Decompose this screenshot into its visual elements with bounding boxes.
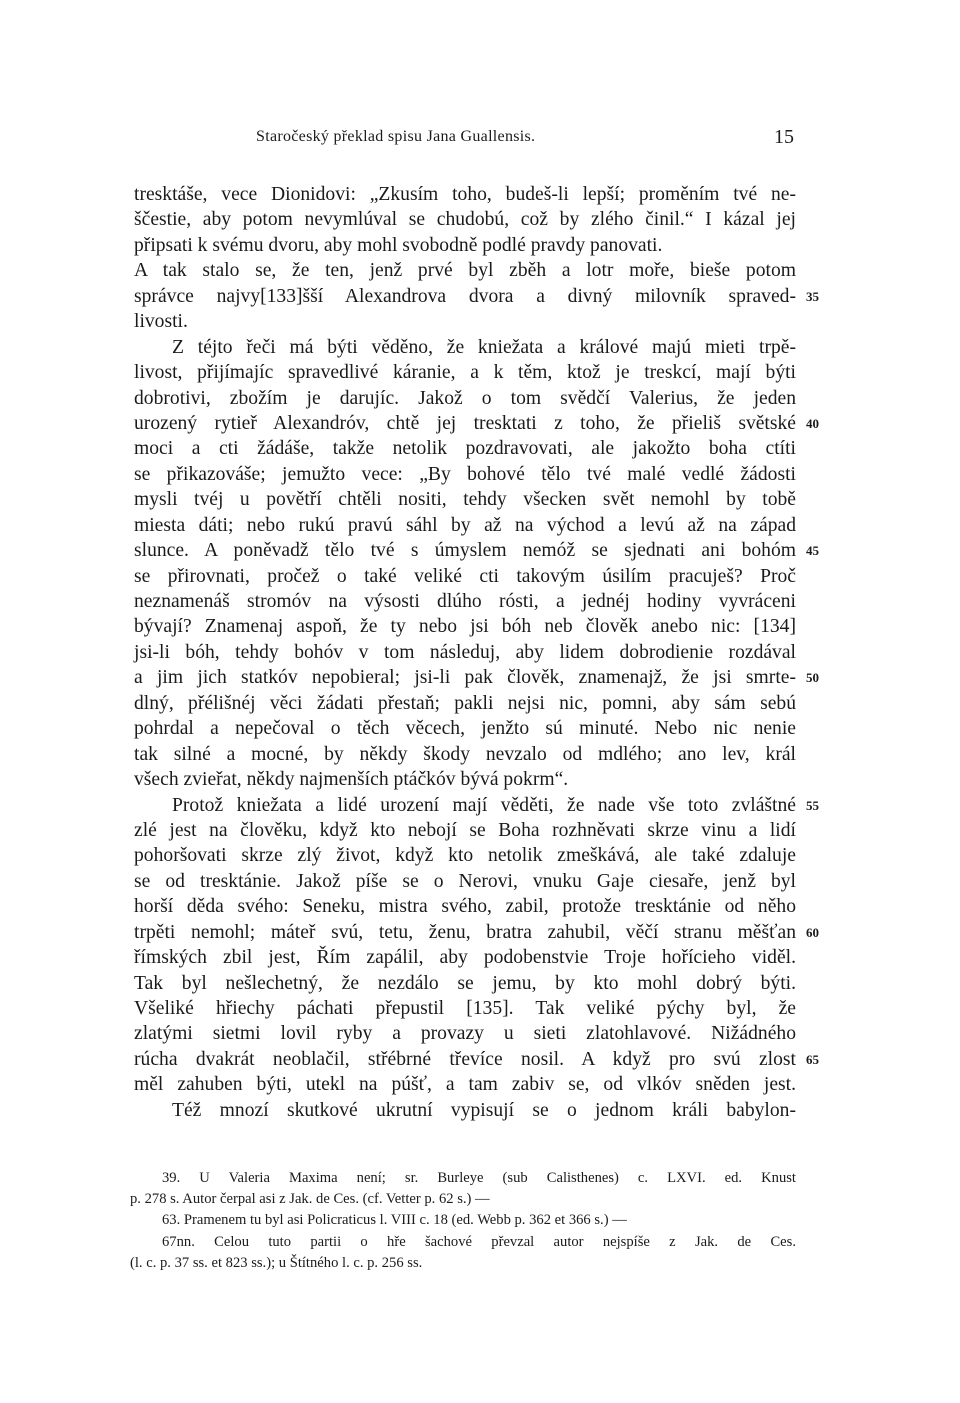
text-line: se přikazováše; jemužto vece: „By bohové tělo tvé malé vedlé žádosti (134, 463, 796, 485)
main-text (134, 182, 819, 1123)
footnote-line: (l. c. p. 37 ss. et 823 ss.); u Štítného l. c. p. 256 ss. (130, 1254, 423, 1271)
line-number: 65 (806, 1051, 819, 1067)
text-line: zlé jest na člověku, když kto nebojí se Boha rozhněvati skrze vinu a lidí (134, 819, 796, 841)
text-line: jsi-li bóh, tehdy bohóv v tom následuj, aby lidem dobrodienie rozdával (134, 641, 796, 663)
footnotes (130, 1168, 796, 1274)
text-line: a jim jich statkóv nepobieral; jsi-li pak člověk, znamenajž, že jsi smrte- 50 (134, 665, 796, 690)
text-line: se přirovnati, pročež o také veliké cti takovým úsilím pracuješ? Proč (134, 565, 796, 587)
text-line: tak silné a mocné, by někdy škody nevzalo od mdlého; ano lev, král (134, 743, 796, 765)
text-line: ščestie, aby potom nevymlúval se chudobú, což by zlého činil.“ I kázal jej (134, 209, 796, 231)
text-line: trpěti nemohl; máteř svú, tetu, ženu, bratra zahubil, věčí stranu měšťan 60 (134, 920, 796, 945)
line-number: 40 (806, 415, 819, 431)
text-line: dobrotivi, zbožím je darujíc. Jakož o tom svědčí Valerius, že jeden (134, 387, 796, 409)
text-line: Z téjto řeči má býti věděno, že kniežata a králové majú mieti trpě- (172, 336, 796, 358)
text-line: A tak stalo se, že ten, jenž prvé byl zběh a lotr moře, bieše potom (134, 260, 796, 282)
text-line: mysli tvéj u povětří chtěli nositi, tehdy všecken svět nemohl by tobě (134, 489, 796, 511)
footnote-line: 67nn. Celou tuto partii o hře šachové převzal autor nejspíše z Jak. de Ces. (162, 1233, 796, 1250)
text-line: římských zbil jest, Řím zapálil, aby podobenstvie Troje hořícieho viděl. (134, 947, 796, 969)
text-line: livosti. (134, 311, 188, 333)
text-line: Tak byl nešlechetný, že nezdálo se jemu, by kto mohl dobrý býti. (134, 972, 796, 994)
line-number: 35 (806, 288, 819, 304)
text-line: Protož kniežata a lidé urození mají věděti, že nade vše toto zvláštné 55 (134, 793, 796, 818)
running-title: Staročeský překlad spisu Jana Guallensis. (256, 128, 536, 145)
text-line: pohoršovati skrze zlý život, když kto netolik zmeškává, ale také zdaluje (134, 845, 796, 867)
footnote-line: p. 278 s. Autor čerpal asi z Jak. de Ces. (cf. Vetter p. 62 s.) — (130, 1191, 490, 1208)
text-line: urozený rytieř Alexandróv, chtě jej tresktati z toho, že přieliš světské 40 (134, 411, 796, 436)
text-line: měl zahuben býti, utekl na púšť, a tam zabiv se, od vlkóv sněden jest. (134, 1074, 796, 1096)
text-line: neznamenáš stromóv na výsosti dlúho rósti, a jednéj hodiny vyvráceni (134, 591, 796, 612)
text-line: pohrdal a nepečoval o těch věcech, jenžto sú minuté. Nebo nic nenie (134, 718, 796, 740)
text-line: miesta dáti; nebo rukú pravú sáhl by až na východ a levú až na západ (134, 514, 796, 536)
footnote-line: 63. Pramenem tu byl asi Policraticus l. VIII c. 18 (ed. Webb p. 362 et 366 s.) — (162, 1212, 627, 1229)
text-line: správce najvy[133]šší Alexandrova dvora a divný milovník spraved- 35 (134, 284, 796, 309)
text-line: bývají? Znamenaj aspoň, že ty nebo jsi bóh neb člověk anebo nic: [134] (134, 616, 796, 638)
line-number: 55 (806, 797, 819, 813)
text-line: moci a cti žádáše, takže netolik pozdravovati, ale jakožto boha ctíti (134, 438, 796, 460)
text-line: tresktáše, vece Dionidovi: „Zkusím toho, budeš-li lepší; proměním tvé ne- (134, 184, 796, 205)
text-line: slunce. A poněvadž tělo tvé s úmyslem nemóž se sjednati ani bohóm 45 (134, 538, 796, 563)
text-line: Též mnozí skutkové ukrutní vypisují se o jednom králi babylon- (172, 1099, 796, 1121)
running-header (0, 128, 960, 154)
text-line: livost, přijímajíc spravedlivé káranie, a k těm, ktož je treskcí, mají býti (134, 362, 796, 384)
text-line: zlatými sietmi lovil ryby a provazy u sieti zlatohlavové. Nižádného (134, 1023, 796, 1045)
line-number: 60 (806, 924, 819, 940)
text-line: horší děda svého: Seneku, mistra svého, zabil, protože tresktánie od něho (134, 896, 796, 918)
line-number: 45 (806, 543, 819, 559)
text-line: dlný, přélišnéj věci žádati přestaň; pakli nejsi nic, pomni, aby sám sebú (134, 692, 796, 714)
footnote-line: 39. U Valeria Maxima není; sr. Burleye (sub Calisthenes) c. LXVI. ed. Knust (162, 1170, 796, 1186)
line-number: 50 (806, 670, 819, 686)
text-line: Všeliké hřiechy páchati přepustil [135]. Tak veliké pýchy byl, že (134, 998, 796, 1019)
page-number: 15 (774, 126, 794, 148)
text-line: všech zvieřat, někdy najmenších ptáčkóv bývá pokrm“. (134, 769, 569, 791)
text-line: připsati k svému dvoru, aby mohl svobodně podlé pravdy panovati. (134, 234, 663, 256)
text-line: rúcha dvakrát neoblačil, střébrné třevíce nosil. A když pro svú zlost 65 (134, 1047, 796, 1072)
text-line: se od tresktánie. Jakož píše se o Nerovi, vnuku Gaje ciesaře, jenž byl (134, 870, 796, 892)
